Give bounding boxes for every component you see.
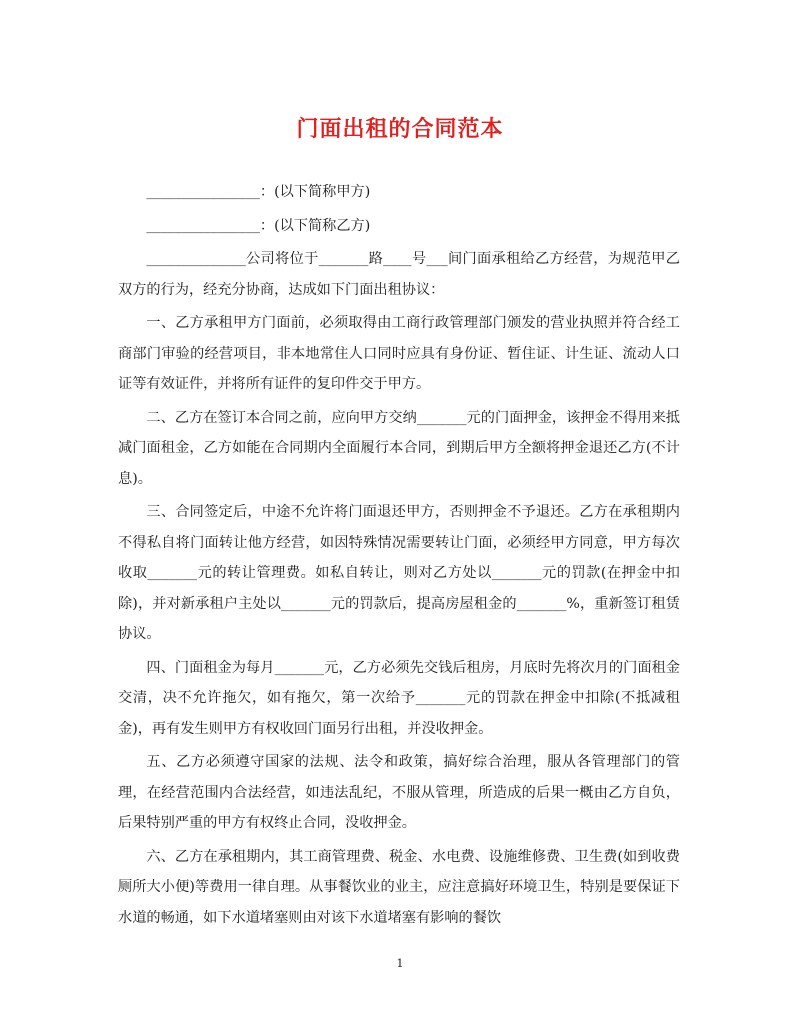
paragraph-party-a: ________________：(以下简称甲方) [146,184,371,200]
paragraph-party-b: ________________：(以下简称乙方) [146,217,371,234]
paragraph-clause-6: 六、乙方在承租期内，其工商管理费、税金、水电费、设施维修费、卫生费(如到收费厕所大小便)等费用一律自理。从事餐饮业的业主，应注意搞好环境卫生，特别是要保证下水道的畅通，如下水道堵塞则由对该下水道堵塞有影响的餐饮 [118,848,680,926]
paragraph-clause-3: 三、合同签定后，中途不允许将门面退还甲方，否则押金不予退还。乙方在承租期内不得私自将门面转让他方经营，如因特殊情况需要转让门面，必须经甲方同意，甲方每次收取_______元的转让管理费。如私自转让，则对乙方处以_______元的罚款(在押金中扣除)，并对新承租户主处以_______元的罚款后，提高房屋租金的_______%，重新签订租赁协议。 [118,504,680,642]
paragraph-clause-5: 五、乙方必须遵守国家的法规、法令和政策，搞好综合治理，服从各管理部门的管理，在经营范围内合法经营，如违法乱纪，不服从管理，所造成的后果一概由乙方自负，后果特别严重的甲方有权终止合同，没收押金。 [118,754,680,831]
document-body [118,177,680,936]
document-title: 门面出租的合同范本 [296,116,504,142]
paragraph-clause-2: 二、乙方在签订本合同之前，应向甲方交纳_______元的门面押金，该押金不得用来抵减门面租金，乙方如能在合同期内全面履行本合同，到期后甲方全额将押金退还乙方(不计息)。 [118,409,680,487]
paragraph-clause-1: 一、乙方承租甲方门面前，必须取得由工商行政管理部门颁发的营业执照并符合经工商部门审验的经营项目，非本地常住人口同时应具有身份证、暂住证、计生证、流动人口证等有效证件，并将所有证件的复印件交于甲方。 [118,315,680,392]
paragraph-clause-4: 四、门面租金为每月_______元，乙方必须先交钱后租房，月底时先将次月的门面租金交清，决不允许拖欠，如有拖欠，第一次给予_______元的罚款在押金中扣除(不抵减租金)，再有发生则甲方有权收回门面另行出租，并没收押金。 [118,659,680,737]
page-number: 1 [396,957,404,970]
paragraph-intro: ______________公司将位于_______路____号___间门面承租给乙方经营，为规范甲乙双方的行为，经充分协商，达成如下门面出租协议： [118,251,680,298]
